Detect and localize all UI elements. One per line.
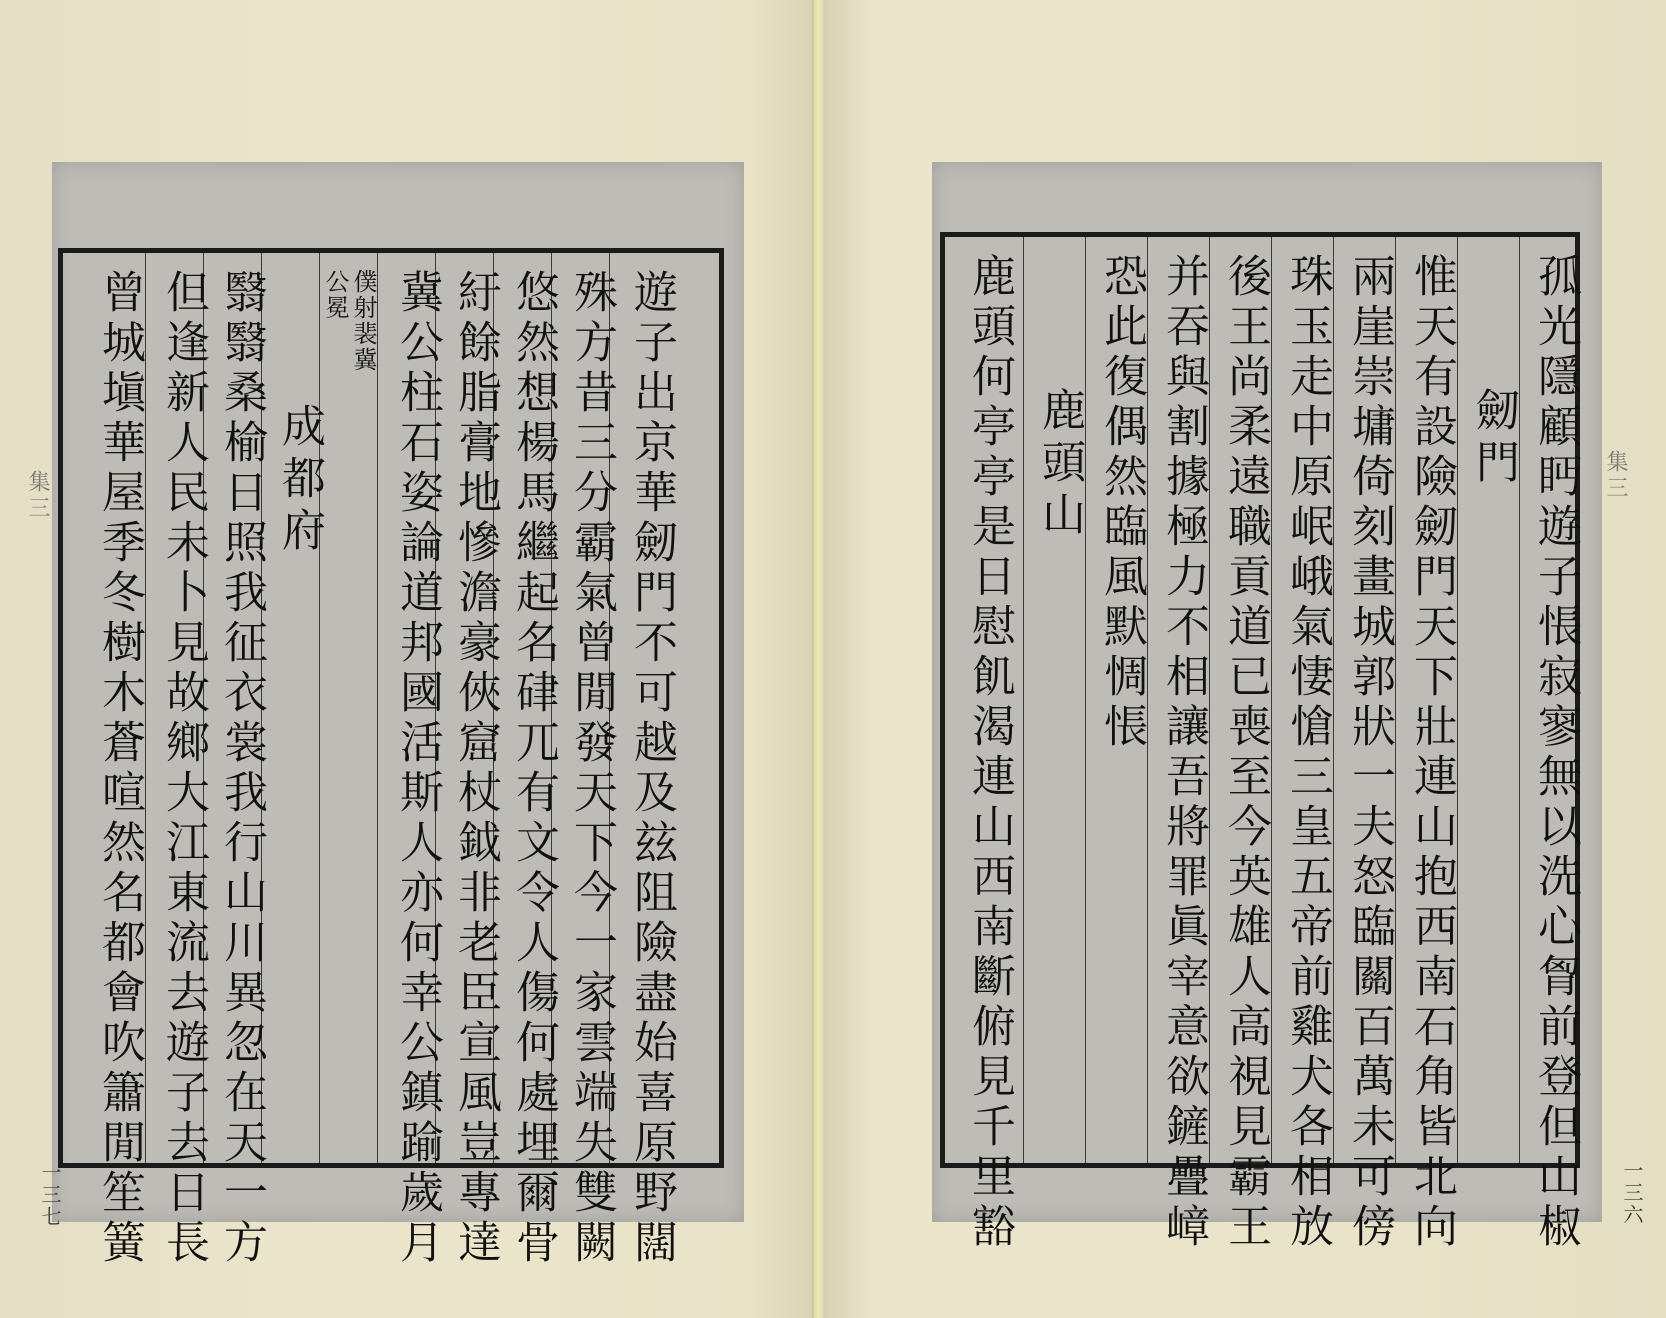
page-number: 一三六 [1620,1160,1644,1226]
left-text-frame [58,248,724,1269]
text-column: 兩崖崇墉倚刻畫城郭狀一夫怒臨關百萬未可傍 [1344,253,1395,1253]
text-column: 悠然想楊馬繼起名硉兀有文令人傷何處埋爾骨 [508,269,559,1269]
column-rule [1519,237,1520,1163]
text-column: 珠玉走中原岷峨氣悽愴三皇五帝前雞犬各相放 [1282,253,1333,1253]
text-column: 殊方昔三分霸氣曾閒發天下今一家雲端失雙闕 [566,269,617,1269]
text-column: 但逢新人民未卜見故鄉大江東流去遊子去日長 [158,269,209,1269]
text-column: 并吞與割據極力不相讓吾將罪眞宰意欲鏟疊嶂 [1158,253,1209,1253]
text-column: 恐此復偶然臨風默惆悵 [1096,253,1147,753]
poem-title: 劒門 [1468,387,1519,491]
column-rule [1085,237,1086,1163]
poem-title: 成都府 [274,403,325,559]
text-column: 後王尚柔遠職貢道已喪至今英雄人高視見霸王 [1220,253,1271,1253]
text-column: 冀公柱石姿論道邦國活斯人亦何幸公鎮踰歲月 [392,269,443,1269]
text-column: 惟天有設險劒門天下壯連山抱西南石角皆北向 [1406,253,1457,1253]
right-text-frame [940,232,1581,1253]
column-rule [377,253,378,1163]
column-rule [319,253,320,1163]
text-column: 紆餘脂膏地慘澹豪俠窟杖鉞非老臣宣風豈專達 [450,269,501,1269]
text-column: 曾城塡華屋季冬樹木蒼喧然名都會吹簫閒笙簧 [94,269,145,1269]
annotation-column: 僕射裴冀公冕 [321,269,377,373]
page-number: 一三七 [38,1162,62,1228]
gutter-tint [814,0,822,1318]
margin-label: 集三 [1603,450,1628,502]
margin-label: 集三 [25,470,50,522]
poem-title: 鹿頭山 [1034,387,1085,543]
column-rule [1023,237,1024,1163]
text-column: 翳翳桑榆日照我征衣裳我行山川異忽在天一方 [216,269,267,1269]
text-column: 孤光隱顧眄遊子悵寂寥無以洗心胷前登但山椒 [1530,253,1581,1253]
text-column: 遊子出京華劒門不可越及玆阻險盡始喜原野闊 [626,269,677,1269]
text-column: 鹿頭何亭亭是日慰飢渴連山西南斷俯見千里豁 [964,253,1015,1253]
